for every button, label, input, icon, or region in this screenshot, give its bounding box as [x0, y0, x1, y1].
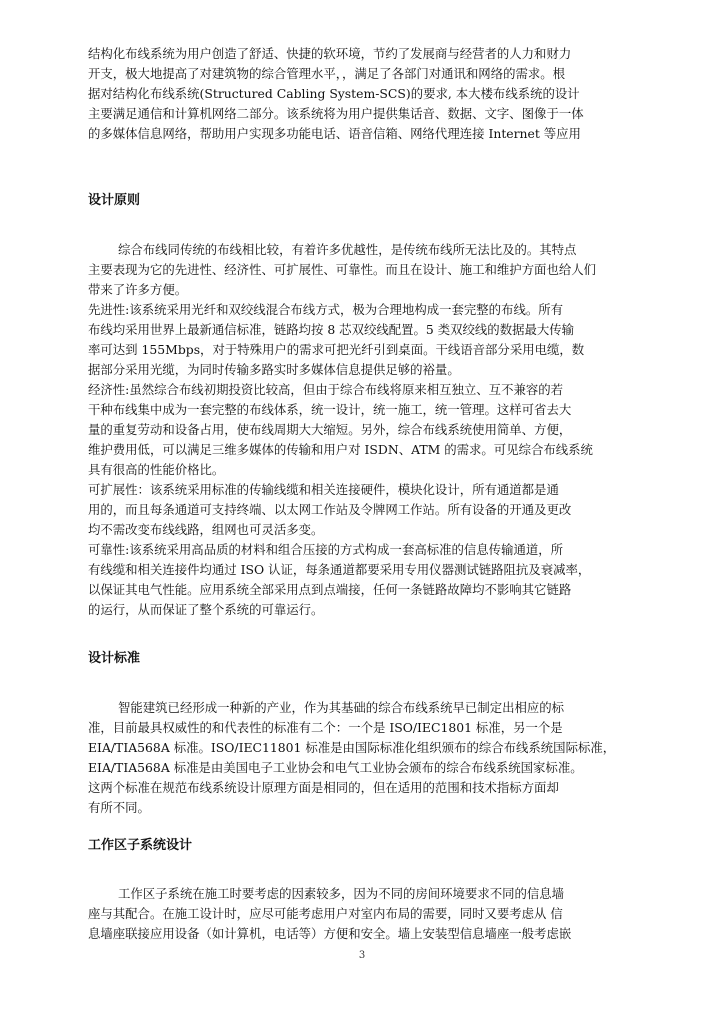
text-line: 开支，极大地提高了对建筑物的综合管理水平，，满足了各部门对通讯和网络的需求。根 — [88, 66, 566, 81]
text-line: 智能建筑已经形成一种新的产业，作为其基础的综合布线系统早已制定出相应的标 — [118, 700, 565, 715]
text-line: EIA/TIA568A 标准。ISO/IEC11801 标准是由国际标准化组织颁布的综合布线系统国际标准， — [88, 740, 616, 755]
text-line: EIA/TIA568A 标准是由美国电子工业协会和电气工业协会颁布的综合布线系统国家标准。 — [88, 760, 583, 775]
advanced-paragraph — [88, 300, 658, 380]
text-line: 维护费用低，可以满足三维多媒体的传输和用户对 ISDN、ATM 的需求。可见综合布线系统 — [88, 442, 593, 457]
section-heading-design-standards: 设计标准 — [88, 651, 141, 666]
text-line: 用的，而且每条通道可支持终端、以太网工作站及令牌网工作站。所有设备的开通及更改 — [88, 502, 572, 517]
text-line: 主要表现为它的先进性、经济性、可扩展性、可靠性。而且在设计、施工和维护方面也给人们 — [88, 262, 597, 277]
principles-intro-paragraph — [88, 240, 658, 300]
text-line: 座与其配合。在施工设计时，应尽可能考虑用户对室内布局的需要，同时又要考虑从 信 — [88, 906, 563, 921]
text-line: 可扩展性：该系统采用标准的传输线缆和相关连接硬件，模块化设计，所有通道都是通 — [88, 482, 559, 497]
economy-paragraph — [88, 380, 658, 480]
text-line: 干种布线集中成为一套完整的布线体系，统一设计，统一施工，统一管理。这样可省去大 — [88, 402, 572, 417]
reliability-paragraph — [88, 540, 658, 620]
intro-paragraph — [88, 44, 658, 144]
work-area-paragraph — [88, 884, 658, 944]
text-line: 有所不同。 — [88, 800, 150, 815]
text-line: 先进性:该系统采用光纤和双绞线混合布线方式，极为合理地构成一套完整的布线。所有 — [88, 302, 564, 317]
extensibility-paragraph — [88, 480, 658, 540]
text-line: 准，目前最具权威性的和代表性的标准有二个：一个是 ISO/IEC1801 标准，另一个是 — [88, 720, 563, 735]
text-line: 工作区子系统在施工时要考虑的因素较多，因为不同的房间环境要求不同的信息墙 — [118, 886, 565, 901]
page-number: 3 — [358, 950, 366, 961]
section-heading-work-area-subsystem: 工作区子系统设计 — [88, 838, 193, 853]
text-line: 量的重复劳动和设备占用，使布线周期大大缩短。另外，综合布线系统使用简单、方便， — [88, 422, 572, 437]
text-line: 有线缆和相关连接件均通过 ISO 认证，每条通道都要采用专用仪器测试链路阻抗及衰减率， — [88, 562, 591, 577]
text-line: 主要满足通信和计算机网络二部分。该系统将为用户提供集话音、数据、文字、图像于一体 — [88, 106, 584, 121]
text-line: 均不需改变布线线路，组网也可灵活多变。 — [88, 522, 324, 537]
standards-paragraph — [88, 698, 658, 818]
section-heading-design-principles: 设计原则 — [88, 193, 141, 208]
text-line: 综合布线同传统的布线相比较，有着许多优越性，是传统布线所无法比及的。其特点 — [118, 242, 577, 257]
text-line: 可靠性:该系统采用高品质的材料和组合压接的方式构成一套高标准的信息传输通道，所 — [88, 542, 564, 557]
text-line: 据对结构化布线系统(Structured Cabling System-SCS)的要求, 本大楼布线系统的设计 — [88, 86, 580, 101]
text-line: 息墙座联接应用设备（如计算机，电话等）方便和安全。墙上安装型信息墙座一般考虑嵌 — [88, 926, 572, 941]
text-line: 布线均采用世界上最新通信标准，链路均按 8 芯双绞线配置。5 类双绞线的数据最大传输 — [88, 322, 575, 337]
text-line: 的多媒体信息网络，帮助用户实现多功能电话、语音信箱、网络代理连接 Internet 等应用 — [88, 126, 581, 141]
text-line: 经济性:虽然综合布线初期投资比较高，但由于综合布线将原来相互独立、互不兼容的若 — [88, 382, 564, 397]
text-line: 这两个标准在规范布线系统设计原理方面是相同的，但在适用的范围和技术指标方面却 — [88, 780, 559, 795]
text-line: 结构化布线系统为用户创造了舒适、快捷的软环境，节约了发展商与经营者的人力和财力 — [88, 46, 572, 61]
text-line: 带来了许多方便。 — [88, 282, 188, 297]
text-line: 以保证其电气性能。应用系统全部采用点到点端接，任何一条链路故障均不影响其它链路 — [88, 582, 572, 597]
text-line: 的运行，从而保证了整个系统的可靠运行。 — [88, 602, 324, 617]
text-line: 具有很高的性能价格比。 — [88, 462, 225, 477]
text-line: 据部分采用光缆，为同时传输多路实时多媒体信息提供足够的裕量。 — [88, 362, 460, 377]
text-line: 率可达到 155Mbps，对于特殊用户的需求可把光纤引到桌面。干线语音部分采用电缆，数 — [88, 342, 585, 357]
